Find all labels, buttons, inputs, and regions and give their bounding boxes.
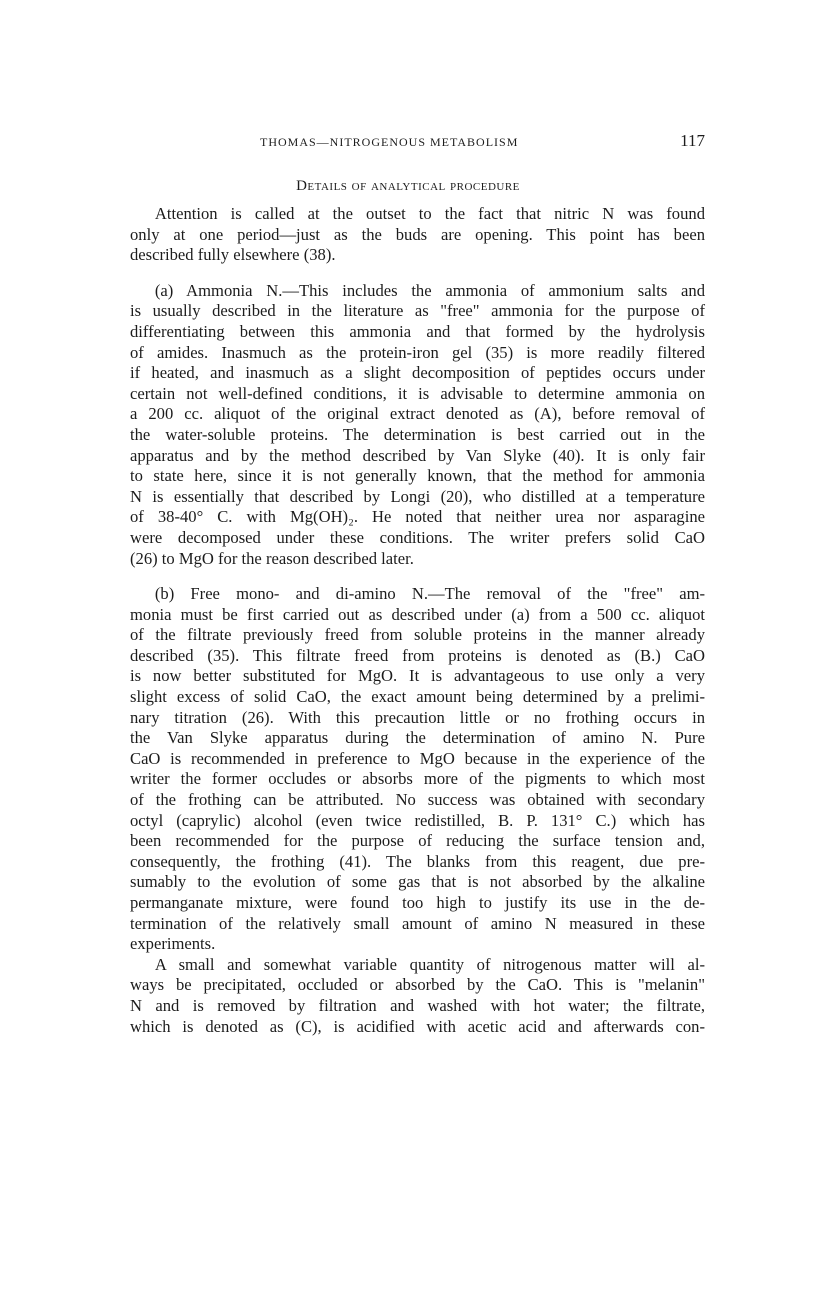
text-line: ways be precipitated, occluded or absorbed by the CaO. This is "melanin" — [130, 975, 705, 995]
text-line: permanganate mixture, were found too high to justify its use in the de- — [130, 893, 705, 912]
text-line: of the filtrate previously freed from soluble proteins in the manner already — [130, 625, 705, 645]
text-line: termination of the relatively small amount of amino N measured in these — [130, 913, 705, 933]
text-line: described fully elsewhere (38). — [130, 245, 336, 265]
text-line: apparatus and by the method described by Van Slyke (40). It is only fair — [130, 445, 705, 465]
text-line: Attention is called at the outset to the fact that nitric N was found — [130, 204, 705, 223]
text-line: which is denoted as (C), is acidified with acetic acid and afterwards con- — [130, 1016, 705, 1036]
text-line: a 200 cc. aliquot of the original extract denoted as (A), before removal of — [130, 404, 705, 424]
text-line: of amides. Inasmuch as the protein-iron gel (35) is more readily filtered — [130, 342, 705, 362]
paragraph-ammonia — [130, 281, 705, 569]
text-line: N is essentially that described by Longi (20), who distilled at a temperature — [130, 486, 705, 506]
paragraph-amino — [130, 584, 705, 955]
page-header — [130, 131, 705, 155]
text-line: to state here, since it is not generally known, that the method for ammonia — [130, 466, 705, 486]
text-line: differentiating between this ammonia and that formed by the hydrolysis — [130, 321, 705, 341]
text-line: experiments. — [130, 934, 216, 954]
text-line: (26) to MgO for the reason described later. — [130, 548, 414, 568]
page-number: 117 — [680, 131, 705, 150]
text-line: CaO is recommended in preference to MgO because in the experience of the — [130, 748, 705, 768]
text-line: of 38-40° C. with Mg(OH)₂. He noted that neither urea nor asparagine — [130, 507, 705, 527]
text-line: the water-soluble proteins. The determination is best carried out in the — [130, 424, 705, 444]
text-line: writer the former occludes or absorbs more of the pigments to which most — [130, 769, 705, 789]
text-line: were decomposed under these conditions. The writer prefers solid CaO — [130, 527, 705, 547]
text-line: the Van Slyke apparatus during the determination of amino N. Pure — [130, 728, 705, 748]
section-title: Details of analytical procedure — [296, 178, 520, 194]
text-line: octyl (caprylic) alcohol (even twice redistilled, B. P. 131° C.) which has — [130, 810, 705, 830]
text-line: if heated, and inasmuch as a slight decomposition of peptides occurs under — [130, 363, 705, 383]
text-line: nary titration (26). With this precaution little or no frothing occurs in — [130, 707, 705, 727]
paragraph-intro — [130, 204, 705, 266]
text-line: (b) Free mono- and di-amino N.—The removal of the "free" am- — [130, 584, 705, 604]
text-line: slight excess of solid CaO, the exact amount being determined by a prelimi- — [130, 687, 705, 707]
text-line: consequently, the frothing (41). The blanks from this reagent, due pre- — [130, 851, 705, 871]
text-line: described (35). This filtrate freed from proteins is denoted as (B.) CaO — [130, 645, 705, 665]
body-text — [130, 204, 705, 1037]
text-line: of the frothing can be attributed. No success was obtained with secondary — [130, 790, 705, 810]
text-line: only at one period—just as the buds are opening. This point has been — [130, 224, 705, 244]
text-line: is usually described in the literature as "free" ammonia for the purpose of — [130, 301, 705, 321]
text-line: (a) Ammonia N.—This includes the ammonia of ammonium salts and — [130, 280, 705, 300]
text-line: A small and somewhat variable quantity of nitrogenous matter will al- — [130, 954, 705, 974]
paragraph-melanin — [130, 955, 705, 1037]
text-line: sumably to the evolution of some gas that is not absorbed by the alkaline — [130, 872, 705, 892]
text-line: certain not well-defined conditions, it is advisable to determine ammonia on — [130, 383, 705, 403]
text-line: is now better substituted for MgO. It is advantageous to use only a very — [130, 666, 705, 686]
text-line: been recommended for the purpose of reducing the surface tension and, — [130, 831, 705, 851]
text-line: N and is removed by filtration and washed with hot water; the filtrate, — [130, 995, 705, 1015]
running-head: THOMAS—NITROGENOUS METABOLISM — [260, 135, 519, 149]
text-line: monia must be first carried out as described under (a) from a 500 cc. aliquot — [130, 604, 705, 624]
